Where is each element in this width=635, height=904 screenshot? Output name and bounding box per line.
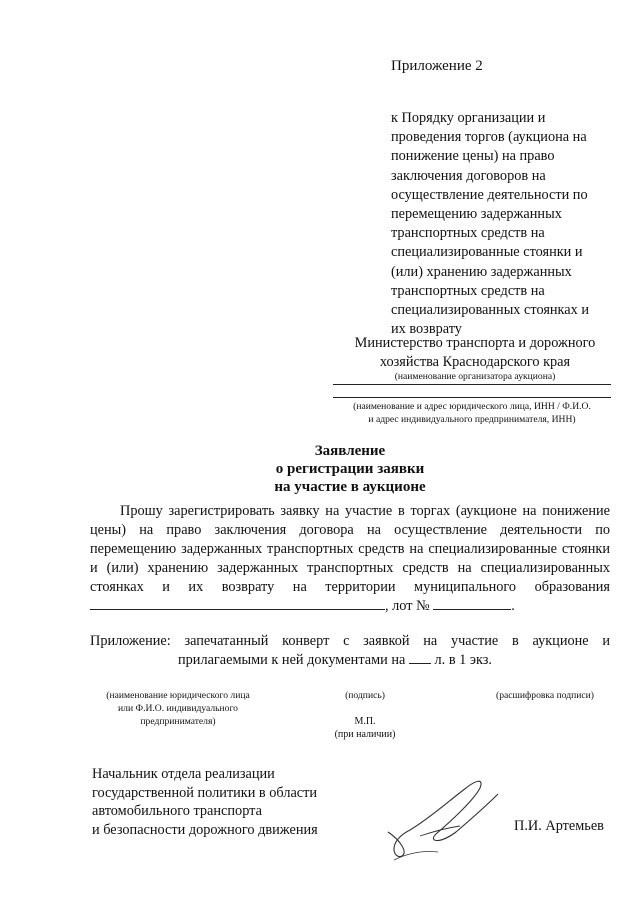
appendix-line: их возврату [391,321,462,338]
body-text: Прошу зарегистрировать заявку на участие в торгах (аукционе на понижение цены) на право заключения договора на осуществление деятельности по перемещению задержанных транспортных средств на специализированные стоянки и (или) хранению задержанных транспортных средств на специализированных стоянках и их возврату на территории муниципального образования [90,503,610,595]
organizer-name [330,334,620,372]
stamp-note: (при наличии) [334,729,396,740]
appendix-line: к Порядку организации и [391,110,546,126]
applicant-caption-line: и адрес индивидуального предпринимателя, ИНН) [368,414,576,425]
appendix-line: осуществление деятельности по [391,186,588,203]
applicant-field-line[interactable] [333,397,611,398]
appendix-line: заключения договоров на [391,167,546,184]
organizer-caption: (наименование организатора аукциона) [394,371,556,382]
appendix-line: (или) хранению задержанных [391,263,572,280]
attachment-line2-pre: прилагаемыми к ней документами на [178,652,406,668]
entity-caption-line: (наименование юридического лица [106,690,250,701]
attachment-section [90,632,610,670]
pages-count-field[interactable] [409,652,431,664]
appendix-line: транспортных средств на [391,282,545,299]
chief-position [92,765,352,839]
document-heading [200,442,500,496]
municipality-field[interactable] [90,598,385,610]
appendix-line: перемещению задержанных [391,206,562,223]
organizer-name-line: хозяйства Краснодарского края [379,354,571,370]
heading-line: на участие в аукционе [274,479,426,495]
position-line: Начальник отдела реализации [92,766,275,782]
position-line: автомобильного транспорта [92,803,262,819]
sign-caption: (подпись) [345,690,385,701]
heading-line: о регистрации заявки [275,461,425,477]
application-body [90,502,610,616]
entity-caption [88,689,268,728]
lot-number-field[interactable] [433,598,511,610]
attachment-line: Приложение: запечатанный конверт с заявкой на участие в аукционе и [90,633,610,649]
entity-caption-line: или Ф.И.О. индивидуального [118,703,238,714]
lot-label: , лот № [385,598,430,614]
applicant-caption-line: (наименование и адрес юридического лица, ИНН / Ф.И.О. [353,401,591,412]
heading-line: Заявление [314,443,386,459]
appendix-line: проведения торгов (аукциона на [391,129,587,146]
stamp-block [315,715,415,741]
appendix-line: специализированных стоянках и [391,302,589,319]
appendix-description [391,109,611,339]
handwritten-signature [380,770,510,865]
stamp-label: М.П. [354,716,376,727]
body-paragraph [90,502,610,616]
appendix-line: понижение цены) на право [391,148,555,165]
appendix-line: транспортных средств на [391,225,545,242]
attachment-line2-post: л. в 1 экз. [434,652,492,668]
position-line: и безопасности дорожного движения [92,821,318,838]
decode-caption: (расшифровка подписи) [496,690,594,701]
attachment-line-2 [90,651,610,670]
position-line: государственной политики в области [92,784,318,801]
appendix-line: специализированные стоянки и [391,244,583,261]
organizer-name-line: Министерство транспорта и дорожного [354,335,596,351]
applicant-caption [333,400,611,426]
chief-name: П.И. Артемьев [514,818,604,834]
body-end: . [511,598,515,614]
entity-caption-line: предпринимателя) [140,716,216,727]
organizer-underline [333,384,611,385]
appendix-title: Приложение 2 [391,58,483,74]
